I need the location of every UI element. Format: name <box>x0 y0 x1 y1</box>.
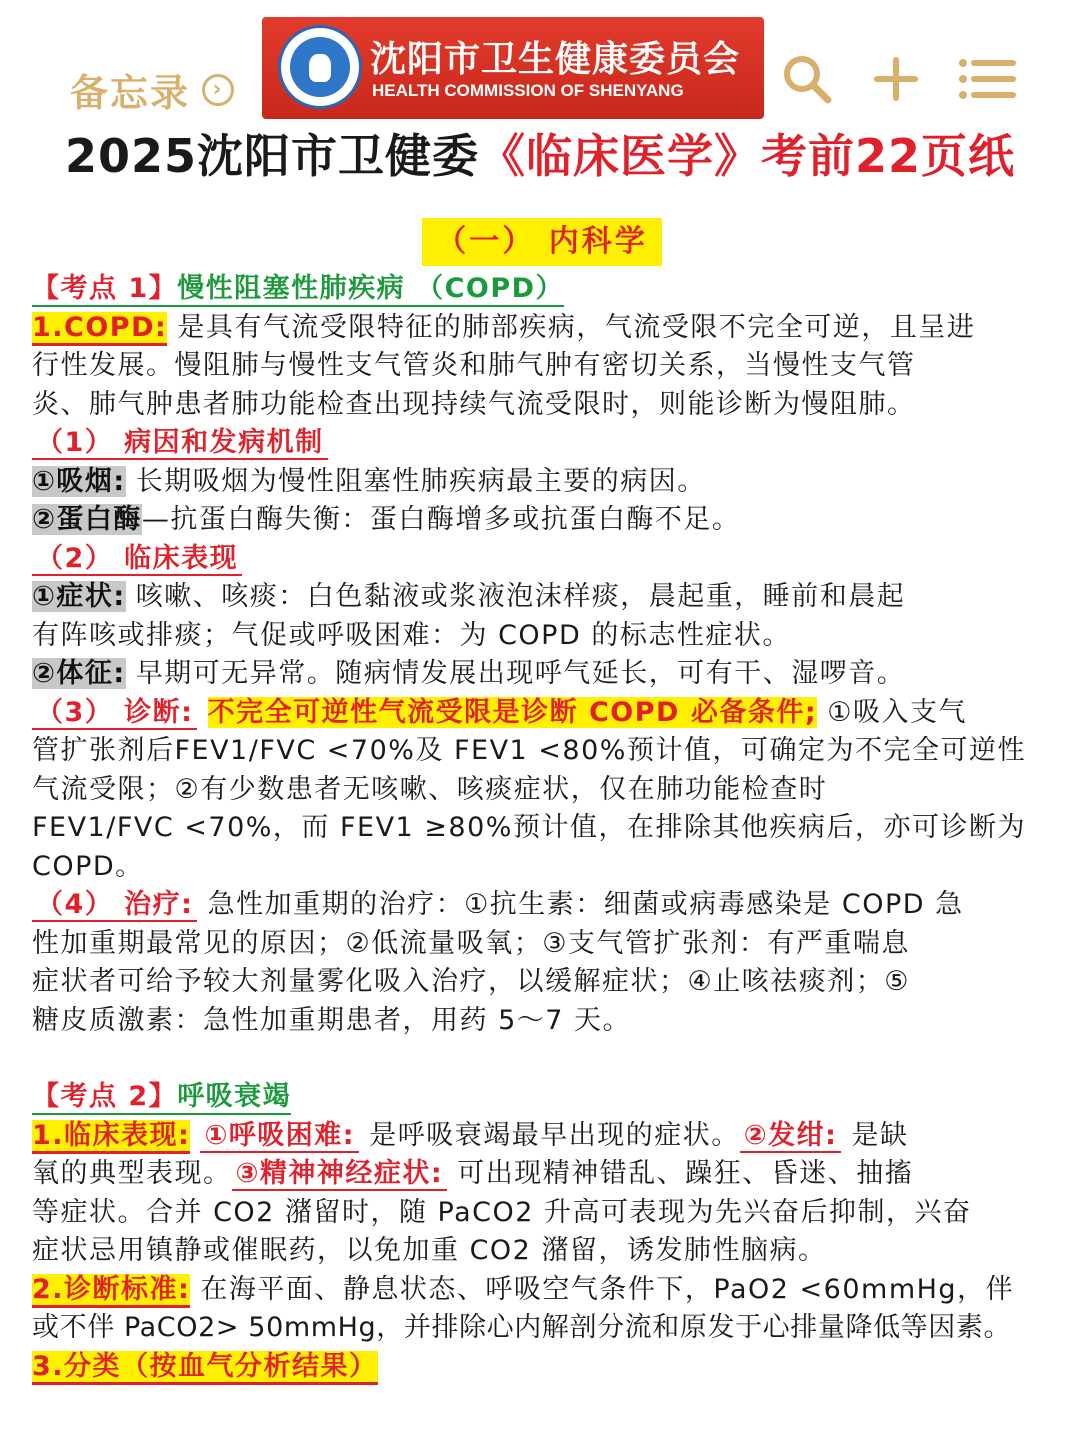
resp-clinical-label: 1.临床表现: <box>32 1120 190 1154</box>
resp-clinical-line <box>32 1155 1052 1194</box>
dyspnea-label: ①呼吸困难: <box>200 1120 359 1153</box>
chevron-right-circle-icon: › <box>202 74 234 106</box>
back-button[interactable] <box>70 62 234 117</box>
sign-text: 早期可无异常。随病情发展出现呼气延长，可有干、湿啰音。 <box>125 658 906 689</box>
toolbar-icons <box>780 52 1016 106</box>
banner-en-name: HEALTH COMMISSION OF SHENYANG <box>372 81 684 100</box>
neuro-text: 可出现精神错乱、躁狂、昏迷、抽搐 <box>447 1158 914 1189</box>
title-part3: 考前22页纸 <box>761 129 1016 183</box>
cause-protease-line <box>32 501 1052 540</box>
back-label: 备忘录 <box>70 71 191 115</box>
protease-text: —抗蛋白酶失衡：蛋白酶增多或抗蛋白酶不足。 <box>141 504 741 535</box>
treatment-line: 性加重期最常见的原因；②低流量吸氧；③支气管扩张剂：有严重喘息 <box>32 927 910 959</box>
resp-diagnosis-label: 2.诊断标准: <box>32 1274 190 1308</box>
resp-clinical-line: 症状忌用镇静或催眠药，以免加重 CO2 潴留，诱发肺性脑病。 <box>32 1235 827 1266</box>
spacer <box>32 1040 1052 1078</box>
note-content <box>32 218 1052 1386</box>
title-part2: 《临床医学》 <box>479 129 761 183</box>
kaodian-label: 【考点 1】慢性阻塞性肺疾病 （COPD） <box>32 273 564 307</box>
diagnosis-highlight: 不完全可逆性气流受限是诊断 COPD 必备条件; <box>207 696 818 728</box>
health-commission-seal-icon <box>278 25 362 109</box>
copd-definition-line: 炎、肺气肿患者肺功能检查出现持续气流受限时，则能诊断为慢阻肺。 <box>32 388 916 420</box>
diagnosis-line: 管扩张剂后FEV1/FVC <70%及 FEV1 <80%预计值，可确定为不完全可逆性 <box>32 735 1026 766</box>
resp-diagnosis-text: 在海平面、静息状态、呼吸空气条件下，PaO2 <60mmHg，伴 <box>190 1273 1015 1305</box>
plus-icon[interactable] <box>874 57 918 101</box>
sign-line <box>32 655 1052 694</box>
subheading: （3） 诊断: <box>32 697 197 730</box>
resp-diagnosis-line: 或不伴 PaCO2> 50mmHg，并排除心内解剖分流和原发于心排量降低等因素。 <box>32 1312 1012 1343</box>
symptom-line: 有阵咳或排痰；气促或呼吸困难：为 COPD 的标志性症状。 <box>32 619 791 651</box>
treatment-line <box>32 886 1052 925</box>
banner-cn-name: 沈阳市卫生健康委员会 <box>370 39 741 80</box>
symptom-label: ①症状: <box>32 581 126 612</box>
treatment-line: 症状者可给予较大剂量雾化吸入治疗，以缓解症状；④止咳祛痰剂；⑤ <box>32 966 910 997</box>
sign-label: ②体征: <box>32 658 126 689</box>
dyspnea-text: 是呼吸衰竭最早出现的症状。 <box>359 1119 740 1151</box>
title-part1: 2025沈阳市卫健委 <box>64 129 479 183</box>
subheading: （1） 病因和发病机制 <box>32 427 328 460</box>
kaodian-label: 【考点 2】呼吸衰竭 <box>32 1081 291 1115</box>
diagnosis-line: 气流受限；②有少数患者无咳嗽、咳痰症状，仅在肺功能检查时 <box>32 773 828 805</box>
section-heading <box>32 218 1052 270</box>
smoking-text: 长期吸烟为慢性阻塞性肺疾病最主要的病因。 <box>125 465 706 497</box>
resp-text: 氧的典型表现。 <box>32 1158 232 1189</box>
cyanosis-text: 是缺 <box>841 1119 909 1151</box>
subheading: （4） 治疗: <box>32 889 197 922</box>
copd-label: 1.COPD: <box>32 312 167 346</box>
page-title <box>0 120 1080 186</box>
top-bar <box>0 0 1080 130</box>
diagnosis-line: COPD。 <box>32 850 144 882</box>
subheading: （2） 临床表现 <box>32 543 242 576</box>
cause-heading <box>32 424 1052 463</box>
diagnosis-text: ①吸入支气 <box>817 696 967 728</box>
kaodian-1-heading <box>32 270 1052 309</box>
neuro-label: ③精神神经症状: <box>232 1158 448 1191</box>
treatment-text: 急性加重期的治疗：①抗生素：细菌或病毒感染是 COPD 急 <box>197 889 964 920</box>
symptom-text: 咳嗽、咳痰：白色黏液或浆液泡沫样痰，晨起重，睡前和晨起 <box>125 581 906 612</box>
list-icon[interactable] <box>958 57 1016 101</box>
resp-clinical-line <box>32 1117 1052 1156</box>
resp-classification-line <box>32 1348 1052 1387</box>
search-icon[interactable] <box>780 52 834 106</box>
copd-definition-line <box>32 309 1052 348</box>
health-commission-banner <box>262 17 764 119</box>
resp-diagnosis-line <box>32 1271 1052 1310</box>
treatment-line: 糖皮质激素：急性加重期患者，用药 5～7 天。 <box>32 1004 632 1036</box>
resp-classification-label: 3.分类（按血气分析结果） <box>32 1351 378 1385</box>
protease-label: ②蛋白酶 <box>32 504 142 535</box>
resp-clinical-line: 等症状。合并 CO2 潴留时，随 PaCO2 升高可表现为先兴奋后抑制，兴奋 <box>32 1196 972 1228</box>
diagnosis-line: FEV1/FVC <70%，而 FEV1 ≥80%预计值，在排除其他疾病后，亦可诊断为 <box>32 812 1026 843</box>
kaodian-2-heading <box>32 1078 1052 1117</box>
copd-text: 是具有气流受限特征的肺部疾病，气流受限不完全可逆，且呈进 <box>167 311 976 343</box>
copd-definition-line: 行性发展。慢阻肺与慢性支气管炎和肺气肿有密切关系，当慢性支气管 <box>32 350 916 381</box>
clinical-heading <box>32 540 1052 579</box>
smoking-label: ①吸烟: <box>32 465 126 497</box>
diagnosis-line <box>32 694 1052 733</box>
symptom-line <box>32 578 1052 617</box>
section-heading-text: （一） 内科学 <box>422 218 661 266</box>
cause-smoking-line <box>32 463 1052 502</box>
cyanosis-label: ②发绀: <box>740 1120 842 1153</box>
